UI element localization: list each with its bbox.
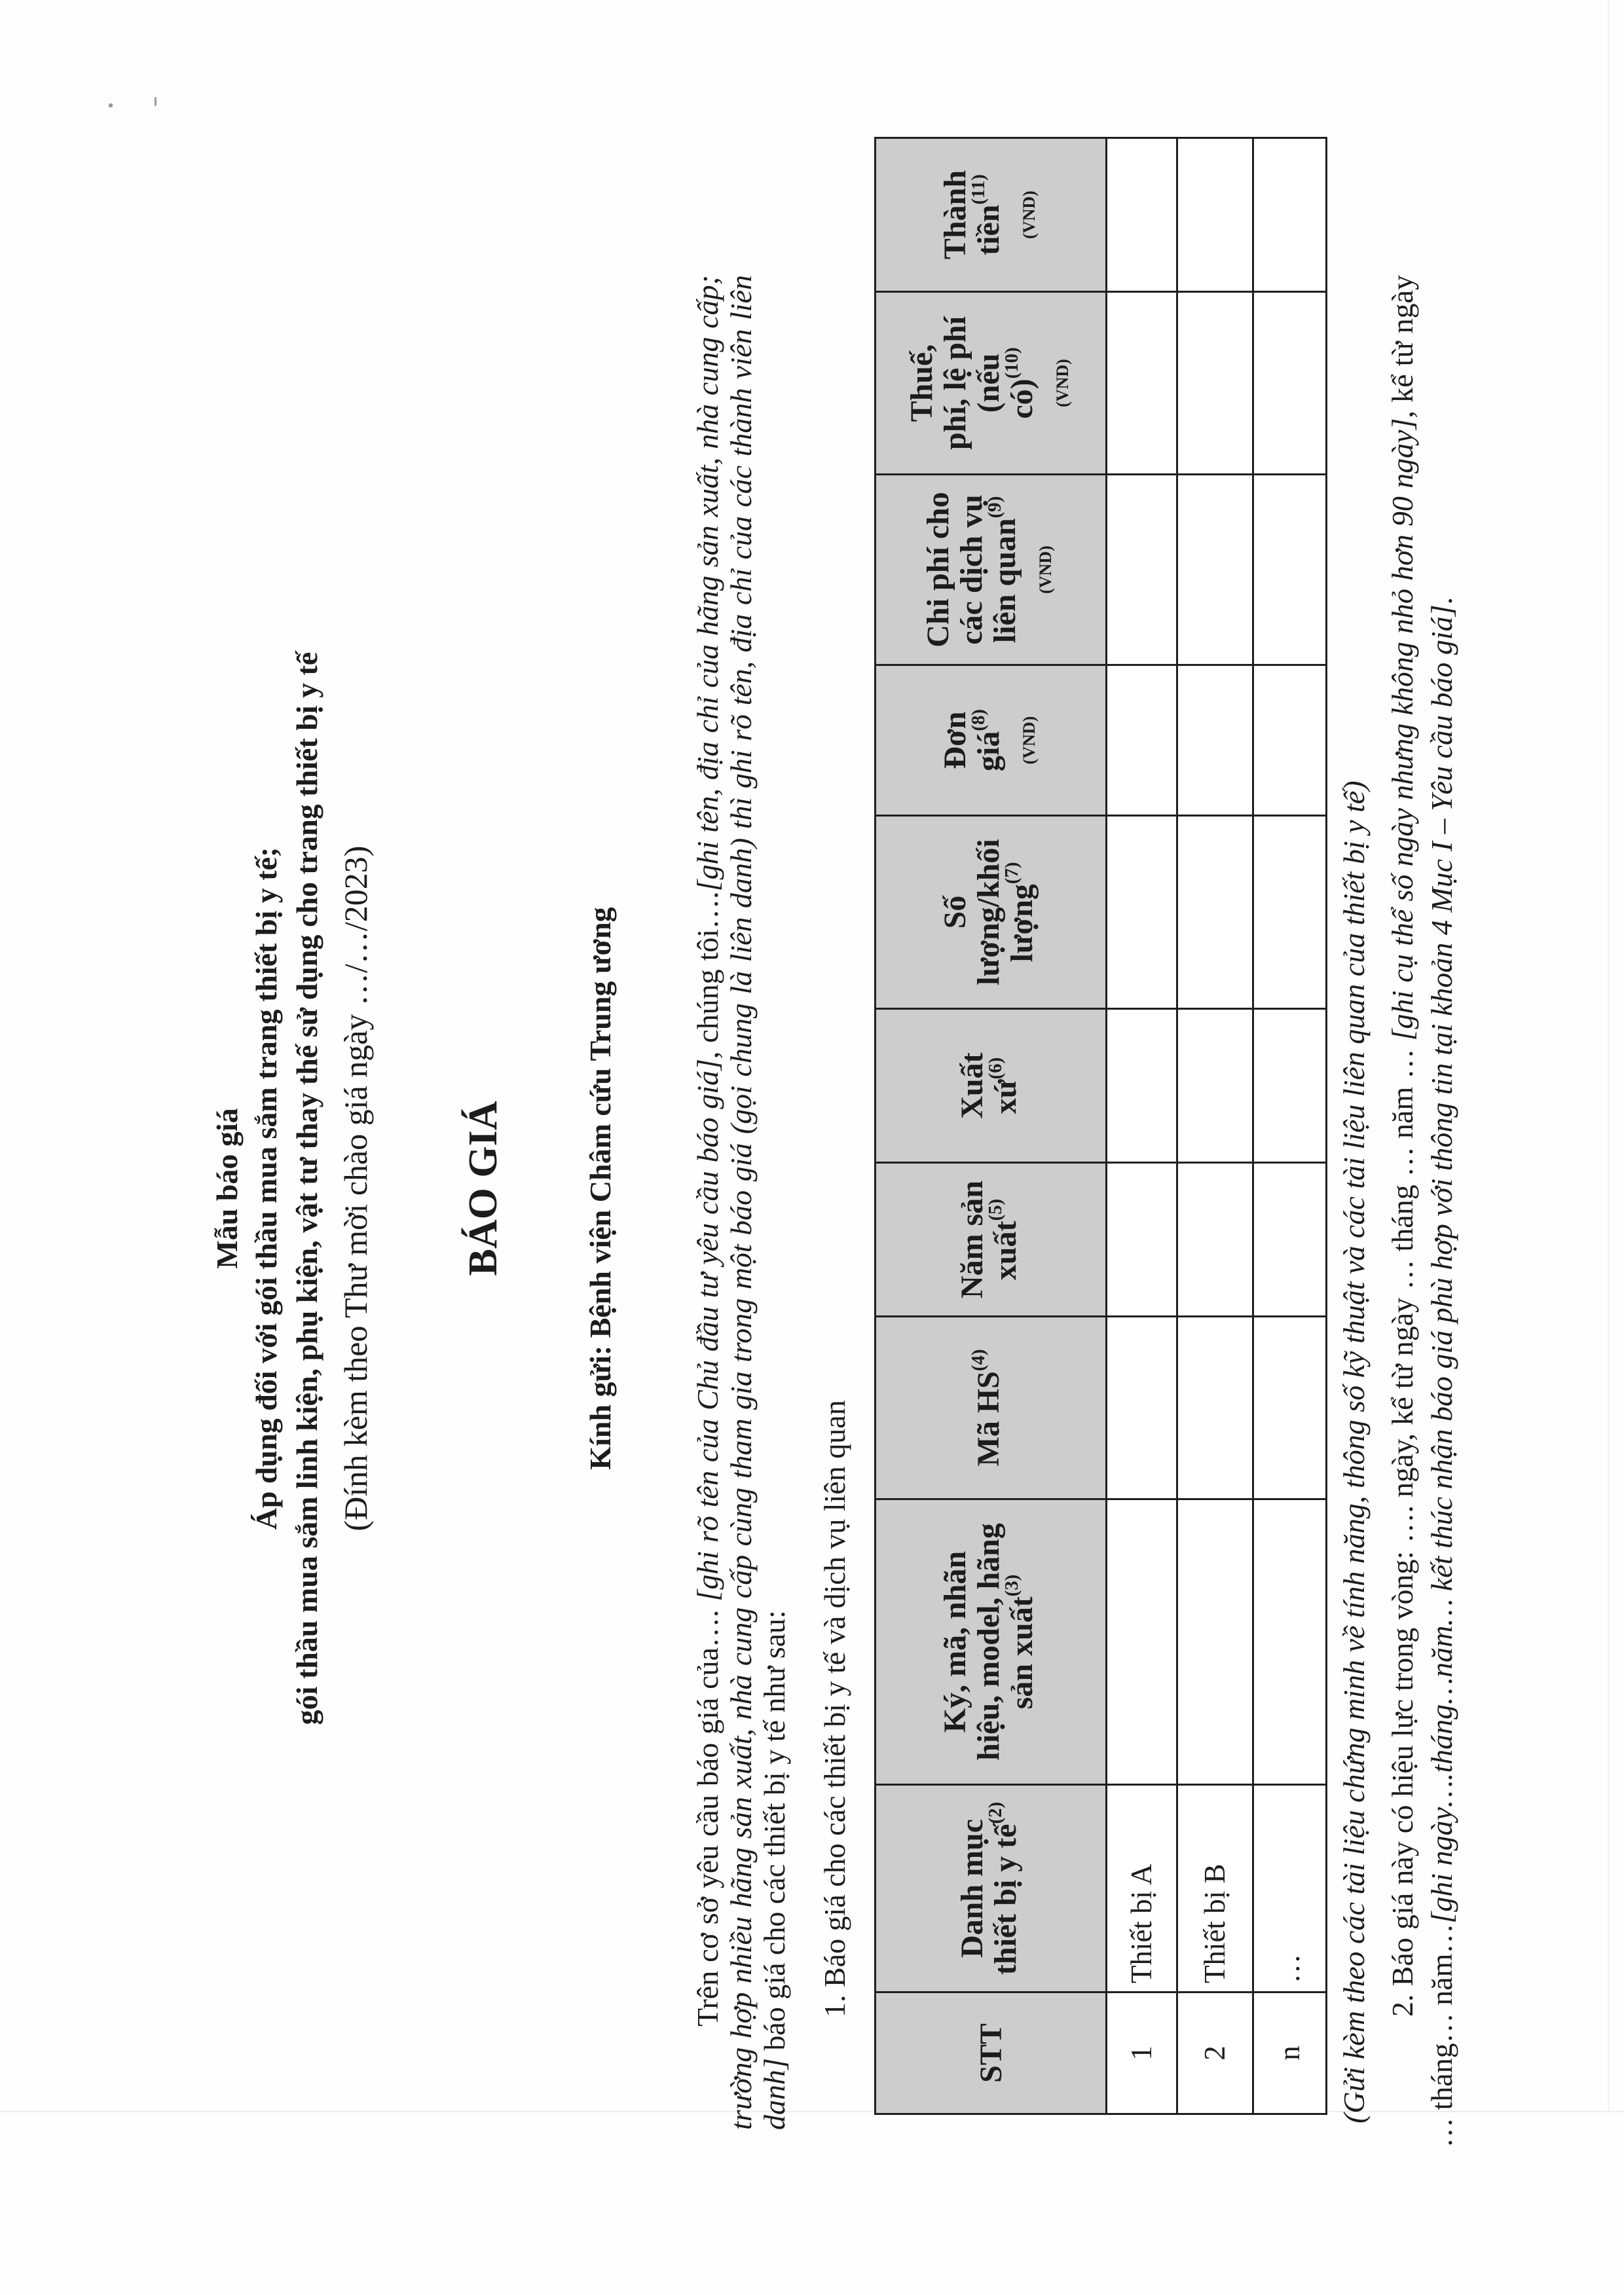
cell-unit-price bbox=[1253, 665, 1327, 816]
cell-origin bbox=[1253, 1009, 1327, 1163]
validity-placeholder-date: [ghi ngày….tháng…năm… kết thúc nhận báo giá phù hợp với thông tin tại khoản 4 Mục I – Yêu cầu báo giá] bbox=[1425, 604, 1458, 1924]
cell-service-cost bbox=[1107, 475, 1177, 665]
cell-quantity bbox=[1177, 816, 1253, 1009]
table-header-row bbox=[876, 138, 1107, 2114]
header-line: Số bbox=[938, 895, 972, 929]
attachment-reference: (Đính kèm theo Thư mời chào giá ngày …/…/2023) bbox=[337, 845, 374, 1532]
header-line-text: thiết bị y tế bbox=[987, 1824, 1023, 1975]
document-heading: BÁO GIÁ bbox=[461, 1101, 506, 1276]
currency-unit: (VND) bbox=[1019, 716, 1039, 765]
cell-taxes-fees bbox=[1253, 292, 1327, 475]
validity-placeholder-days: [ghi cụ thể số ngày nhưng không nhỏ hơn 90 ngày] bbox=[1386, 418, 1419, 1041]
intro-placeholder-owner: [ghi rõ tên của Chủ đầu tư yêu cầu báo giá] bbox=[691, 1059, 724, 1602]
cell-service-cost bbox=[1177, 475, 1253, 665]
validity-text: 2. Báo giá này có hiệu lực trong vòng: …. ngày, kể từ ngày … tháng … năm … bbox=[1386, 1040, 1419, 2017]
cell-brand-model bbox=[1253, 1499, 1327, 1785]
cell-hs-code bbox=[1107, 1317, 1177, 1499]
header-line: lượng/khối bbox=[971, 839, 1006, 985]
header-manufacture-year bbox=[876, 1163, 1107, 1317]
footnote-ref: (7) bbox=[1001, 862, 1023, 885]
cell-stt: 2 bbox=[1177, 1992, 1253, 2114]
intro-placeholder-supplier: [ghi tên, địa chỉ của hãng sản xuất, nhà cung cấp; trường hợp nhiều hãng sản xuất, nhà cung cấp cùng tham gia trong một báo giá (gọi chung là liên danh) thì ghi rõ tên, địa chỉ của các thành viên liên danh] bbox=[691, 275, 791, 2130]
header-line: phí, lệ phí bbox=[937, 316, 972, 450]
cell-quantity bbox=[1253, 816, 1327, 1009]
cell-manufacture-year bbox=[1253, 1163, 1327, 1317]
footnote-ref: (11) bbox=[967, 174, 989, 205]
header-line bbox=[984, 1790, 1027, 1987]
header-line: (nếu bbox=[970, 353, 1006, 413]
attachment-note: (Gửi kèm theo các tài liệu chứng minh về tính năng, thông số kỹ thuật và các tài liệu liên quan của thiết bị y tế) bbox=[1337, 780, 1371, 2123]
validity-paragraph bbox=[1383, 275, 1462, 2148]
header-stt bbox=[876, 1992, 1107, 2114]
header-line: Danh mục bbox=[954, 1818, 989, 1958]
cell-unit-price bbox=[1107, 665, 1177, 816]
cell-stt: 1 bbox=[1107, 1992, 1177, 2114]
currency-unit: (VND) bbox=[1036, 545, 1055, 594]
header-brand-model bbox=[876, 1499, 1107, 1785]
cell-brand-model bbox=[1107, 1499, 1177, 1785]
header-line-text: sản xuất bbox=[1005, 1596, 1039, 1710]
scope-line-2: gói thầu mua sắm linh kiện, phụ kiện, vật tư thay thế sử dụng cho trang thiết bị y tế bbox=[290, 652, 323, 1725]
header-unit-price bbox=[876, 665, 1107, 816]
header-line: hiệu, model, hãng bbox=[971, 1523, 1006, 1761]
validity-text: . bbox=[1425, 597, 1458, 605]
cell-service-cost bbox=[1253, 475, 1327, 665]
header-total bbox=[876, 138, 1107, 292]
intro-text: báo giá cho các thiết bị y tế như sau: bbox=[758, 1610, 791, 2059]
footnote-ref: (3) bbox=[1001, 1574, 1023, 1597]
table-row bbox=[1177, 138, 1253, 2114]
header-line-text: Mã HS bbox=[971, 1371, 1006, 1467]
header-line-text: giá bbox=[970, 731, 1006, 771]
footnote-ref: (5) bbox=[984, 1198, 1006, 1221]
cell-device: … bbox=[1253, 1785, 1327, 1992]
cell-total bbox=[1107, 138, 1177, 292]
cell-hs-code bbox=[1177, 1317, 1253, 1499]
form-title: Mẫu báo giá bbox=[210, 1108, 244, 1269]
cell-brand-model bbox=[1177, 1499, 1253, 1785]
cell-origin bbox=[1177, 1009, 1253, 1163]
section-1-title: 1. Báo giá cho các thiết bị y tế và dịch vụ liên quan bbox=[818, 1400, 851, 2017]
cell-device: Thiết bị B bbox=[1177, 1785, 1253, 1992]
cell-taxes-fees bbox=[1177, 292, 1253, 475]
cell-total bbox=[1177, 138, 1253, 292]
header-line bbox=[984, 1014, 1027, 1158]
footnote-ref: (4) bbox=[968, 1349, 989, 1372]
footnote-ref: (8) bbox=[967, 709, 989, 731]
validity-text: , kể từ ngày … tháng… năm… bbox=[1386, 275, 1458, 2148]
header-line: các dịch vụ bbox=[954, 494, 989, 645]
header-line bbox=[1001, 1504, 1043, 1780]
cell-hs-code bbox=[1253, 1317, 1327, 1499]
header-line: Xuất bbox=[954, 1052, 989, 1119]
header-line: Đơn bbox=[937, 711, 972, 769]
header-line-text: lượng bbox=[1005, 884, 1039, 963]
scope-line-1: Áp dụng đối với gói thầu mua sắm trang thiết bị y tế; bbox=[249, 847, 283, 1530]
header-line: Thành bbox=[937, 170, 972, 260]
header-line bbox=[967, 670, 1010, 811]
header-line: Chi phí cho bbox=[921, 492, 955, 648]
header-line-text: tiền bbox=[970, 204, 1006, 255]
cell-origin bbox=[1107, 1009, 1177, 1163]
header-taxes-fees bbox=[876, 292, 1107, 475]
cell-total bbox=[1253, 138, 1327, 292]
cell-stt: n bbox=[1253, 1992, 1327, 2114]
intro-text: Trên cơ sở yêu cầu báo giá của…. bbox=[691, 1601, 724, 2027]
header-quantity bbox=[876, 816, 1107, 1009]
intro-paragraph bbox=[691, 275, 791, 2130]
cell-unit-price bbox=[1177, 665, 1253, 816]
footnote-ref: (6) bbox=[984, 1057, 1006, 1080]
header-line bbox=[968, 1321, 1010, 1494]
header-line: Năm sản bbox=[954, 1180, 989, 1299]
currency-unit: (VND) bbox=[1019, 191, 1039, 239]
cell-manufacture-year bbox=[1177, 1163, 1253, 1317]
header-line bbox=[967, 143, 1010, 287]
footnote-ref: (9) bbox=[984, 496, 1006, 519]
header-line-text: xuất bbox=[987, 1221, 1023, 1281]
recipient-line: Kính gửi: Bệnh viện Châm cứu Trung ương bbox=[583, 907, 617, 1470]
quotation-table bbox=[874, 137, 1327, 2115]
header-service-cost bbox=[876, 475, 1107, 665]
header-line bbox=[984, 1167, 1027, 1312]
intro-text: , chúng tôi…. bbox=[691, 891, 724, 1059]
cell-manufacture-year bbox=[1107, 1163, 1177, 1317]
header-device-list bbox=[876, 1785, 1107, 1992]
header-line: Thuế, bbox=[904, 344, 939, 422]
table-row bbox=[1253, 138, 1327, 2114]
currency-unit: (VND) bbox=[1052, 359, 1072, 407]
header-line: Ký, mã, nhãn bbox=[938, 1551, 972, 1733]
header-line-text: liên quan bbox=[987, 518, 1022, 644]
cell-quantity bbox=[1107, 816, 1177, 1009]
header-hs-code bbox=[876, 1317, 1107, 1499]
header-line: STT bbox=[973, 2023, 1008, 2083]
header-origin bbox=[876, 1009, 1107, 1163]
header-line-text: có) bbox=[1004, 378, 1039, 419]
footnote-ref: (10) bbox=[1001, 347, 1022, 379]
table-row bbox=[1107, 138, 1177, 2114]
footnote-ref: (2) bbox=[984, 1801, 1006, 1824]
cell-taxes-fees bbox=[1107, 292, 1177, 475]
header-line bbox=[984, 479, 1026, 660]
header-line bbox=[1001, 820, 1043, 1004]
cell-device: Thiết bị A bbox=[1107, 1785, 1177, 1992]
header-line bbox=[1001, 297, 1043, 469]
header-line-text: xứ bbox=[987, 1079, 1023, 1114]
